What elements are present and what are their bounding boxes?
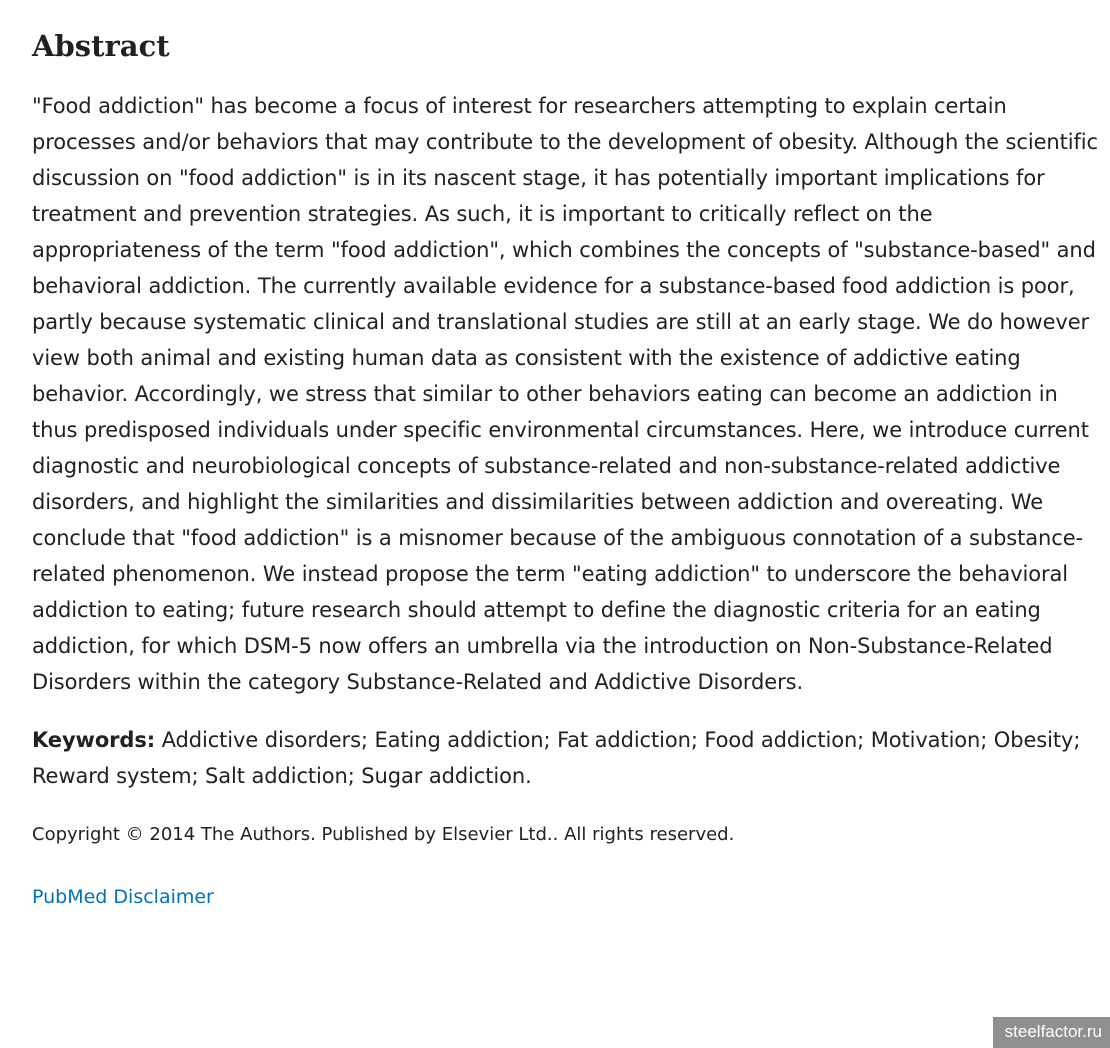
pubmed-disclaimer-link[interactable]: PubMed Disclaimer: [32, 886, 214, 908]
copyright-notice: Copyright © 2014 The Authors. Published by Elsevier Ltd.. All rights reserved.: [32, 824, 735, 845]
abstract-section: [32, 26, 1102, 912]
watermark: steelfactor.ru: [993, 1017, 1110, 1048]
keywords-label: Keywords:: [32, 728, 156, 752]
abstract-body: "Food addiction" has become a focus of interest for researchers attempting to explain certain processes and/or behaviors that may contribute to the development of obesity. Although the scientific discussion on "food addiction" is in its nascent stage, it has potentially important implications for treatment and prevention strategies. As such, it is important to critically reflect on the appropriateness of the term "food addiction", which combines the concepts of "substance-based" and behavioral addiction. The currently available evidence for a substance-based food addiction is poor, partly because systematic clinical and translational studies are still at an early stage. We do however view both animal and existing human data as consistent with the existence of addictive eating behavior. Accordingly, we stress that similar to other behaviors eating can become an addiction in thus predisposed individuals under specific environmental circumstances. Here, we introduce current diagnostic and neurobiological concepts of substance-related and non-substance-related addictive disorders, and highlight the similarities and dissimilarities between addiction and overeating. We conclude that "food addiction" is a misnomer because of the ambiguous connotation of a substance-related phenomenon. We instead propose the term "eating addiction" to underscore the behavioral addiction to eating; future research should attempt to define the diagnostic criteria for an eating addiction, for which DSM-5 now offers an umbrella via the introduction on Non-Substance-Related Disorders within the category Substance-Related and Addictive Disorders.: [32, 94, 1098, 694]
keywords-list: Addictive disorders; Eating addiction; Fat addiction; Food addiction; Motivation; Obesity; Reward system; Salt addiction; Sugar addiction.: [32, 728, 1081, 788]
abstract-heading: Abstract: [32, 29, 170, 63]
keywords-paragraph: [32, 722, 1102, 794]
